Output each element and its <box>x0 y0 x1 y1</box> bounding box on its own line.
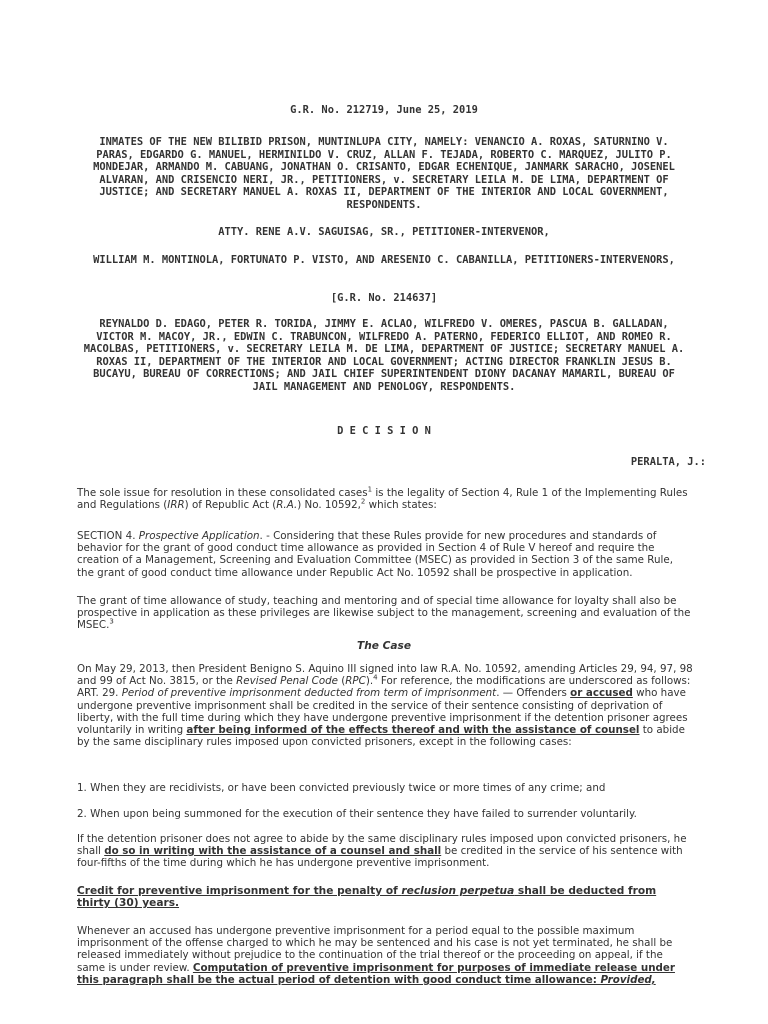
the-case-heading: The Case <box>356 640 412 652</box>
parties-caption-1: INMATES OF THE NEW BILIBID PRISON, MUNTINLUPA CITY, NAMELY: VENANCIO A. ROXAS, SATURNINO V. PARAS, EDGARDO G. MANUEL, HERMINILDO V. CRUZ, ALLAN F. TEJADA, ROBERTO C. MARQUEZ, JULITO P. MONDEJAR, ARMANDO M. CABUANG, JONATHAN O. CRISANTO, EDGAR ECHENIQUE, JANMARK SARACHO, JOSENEL ALVARAN, AND CRISENCIO NERI, JR., PETITIONERS, v. SECRETARY LEILA M. DE LIMA, DEPARTMENT OF JUSTICE; AND SECRETARY MANUEL A. ROXAS II, DEPARTMENT OF THE INTERIOR AND LOCAL GOVERNMENT, RESPONDENTS. <box>93 136 675 211</box>
case-number-1: G.R. No. 212719, June 25, 2019 <box>290 104 478 116</box>
exception-item-2: 2. When upon being summoned for the execution of their sentence they have failed to surrender voluntarily. <box>77 808 637 820</box>
intro-paragraph: The sole issue for resolution in these consolidated cases$^1$ is the legality of Section 4, Rule 1 of the Implementing Rules and Regulations (IRR) of Republic Act (R.A.) No. 10592,$^2$ which states: <box>77 485 688 512</box>
reclusion-credit-line: Credit for preventive imprisonment for the penalty of reclusion perpetua shall be deducted from thirty (30) years. <box>77 885 657 910</box>
time-allowance-paragraph: The grant of time allowance of study, teaching and mentoring and of special time allowance for loyalty shall also be prospective in application as these privileges are likewise subject to the management, screening and evaluation of the MSEC.$^3$ <box>77 595 691 632</box>
release-paragraph: Whenever an accused has undergone preventive imprisonment for a period equal to the possible maximum imprisonment of the offense charged to which he may be sentenced and his case is not yet terminated, he shall be released immediately without prejudice to the continuation of the trial thereof or the proceeding on appeal, if the same is under review. Computation of preventive imprisonment for purposes of immediate release under this paragraph shall be the actual period of detention with good conduct time allowance: Provided, <box>77 925 675 986</box>
exception-item-1: 1. When they are recidivists, or have been convicted previously twice or more times of any crime; and <box>77 782 606 794</box>
decision-heading: D E C I S I O N <box>337 425 431 437</box>
footnote-ref: 2 <box>360 497 366 506</box>
footnote-ref: 3 <box>109 617 114 626</box>
case-number-2: [G.R. No. 214637] <box>330 292 438 304</box>
petitioner-intervenor: ATTY. RENE A.V. SAGUISAG, SR., PETITIONER-INTERVENOR, <box>218 226 550 238</box>
ra-10592-paragraph: On May 29, 2013, then President Benigno S. Aquino III signed into law R.A. No. 10592, amending Articles 29, 94, 97, 98 and 99 of Act No. 3815, or the Revised Penal Code (RPC).$^4$ For reference, the modifications are underscored as follows: ART. 29. Period of preventive imprisonment deducted from term of imprisonment. — Offenders or accused who have undergone preventive imprisonment shall be credited in the service of their sentence consisting of deprivation of liberty, with the full time during which they have undergone preventive imprisonment if the detention prisoner agrees voluntarily in writing after being informed of the effects thereof and with the assistance of counsel to abide by the same disciplinary rules imposed upon convicted prisoners, except in the following cases: <box>77 663 693 749</box>
disciplinary-paragraph: If the detention prisoner does not agree to abide by the same disciplinary rules imposed upon convicted prisoners, he shall do so in writing with the assistance of a counsel and shall be credited in the service of his sentence with four-fifths of the time during which he has undergone preventive imprisonment. <box>77 833 687 870</box>
footnote-ref: 1 <box>367 485 373 494</box>
parties-caption-2: REYNALDO D. EDAGO, PETER R. TORIDA, JIMMY E. ACLAO, WILFREDO V. OMERES, PASCUA B. GALLADAN, VICTOR M. MACOY, JR., EDWIN C. TRABUNCON, WILFREDO A. PATERNO, FEDERICO ELLIOT, AND ROMEO R. MACOLBAS, PETITIONERS, v. SECRETARY LEILA M. DE LIMA, DEPARTMENT OF JUSTICE; SECRETARY MANUEL A. ROXAS II, DEPARTMENT OF THE INTERIOR AND LOCAL GOVERNMENT; ACTING DIRECTOR FRANKLIN JESUS B. BUCAYU, BUREAU OF CORRECTIONS; AND JAIL CHIEF SUPERINTENDENT DIONY DACANAY MAMARIL, BUREAU OF JAIL MANAGEMENT AND PENOLOGY, RESPONDENTS. <box>83 318 685 393</box>
section-4-quote: SECTION 4. Prospective Application. - Considering that these Rules provide for new procedures and standards of behavior for the grant of good conduct time allowance as provided in Section 4 of Rule V hereof and require the creation of a Management, Screening and Evaluation Committee (MSEC) as provided in Section 3 of the same Rule, the grant of good conduct time allowance under Republic Act No. 10592 shall be prospective in application. <box>77 530 673 579</box>
footnote-ref: 4 <box>373 673 378 682</box>
petitioners-intervenors: WILLIAM M. MONTINOLA, FORTUNATO P. VISTO, AND ARESENIO C. CABANILLA, PETITIONERS-INTERVENORS, <box>93 254 675 266</box>
ponente: PERALTA, J.: <box>630 456 706 468</box>
